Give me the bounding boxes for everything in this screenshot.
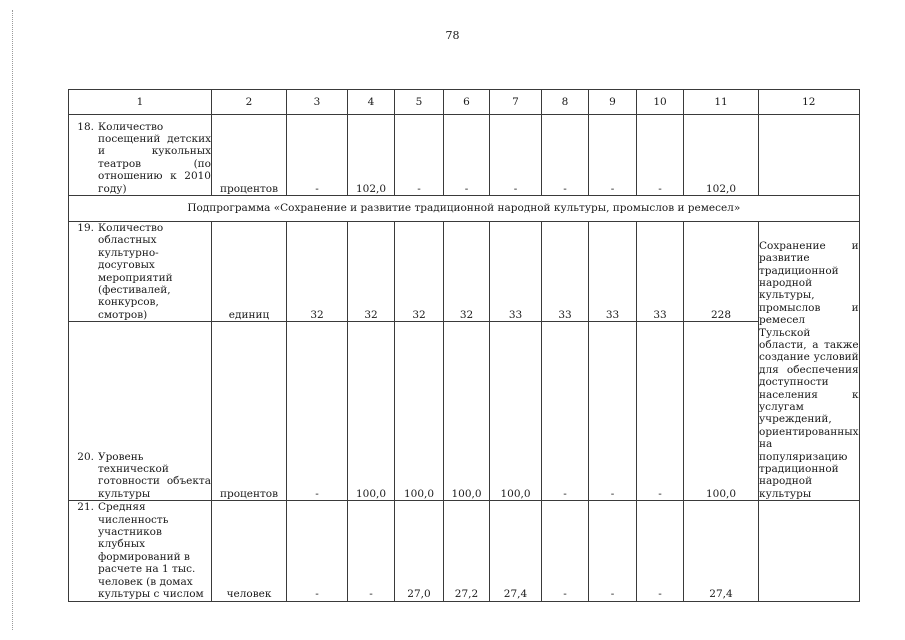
- subprogram-title: Подпрограмма «Сохранение и развитие традиционной народной культуры, промыслов и ремесел»: [69, 196, 860, 222]
- row-number: 18.: [77, 120, 94, 133]
- indicator-name-cell: [69, 222, 212, 322]
- value-cell: -: [589, 322, 637, 501]
- value-cell: 27,0: [395, 501, 444, 601]
- value-cell: 102,0: [348, 115, 395, 196]
- header-cell: 2: [212, 90, 287, 115]
- unit-cell: процентов: [212, 115, 287, 196]
- value-cell: 32: [348, 222, 395, 322]
- header-cell: 10: [637, 90, 684, 115]
- subprogram-row: [69, 196, 860, 222]
- value-cell: 228: [684, 222, 759, 322]
- row-number: 21.: [77, 501, 94, 514]
- value-cell: -: [395, 115, 444, 196]
- table-row-19: [69, 222, 860, 322]
- value-cell: -: [637, 501, 684, 601]
- value-cell: 33: [542, 222, 589, 322]
- value-cell: 27,4: [684, 501, 759, 601]
- value-cell: -: [589, 501, 637, 601]
- value-cell: 27,2: [444, 501, 490, 601]
- indicator-name-cell: [69, 115, 212, 196]
- value-cell: -: [637, 322, 684, 501]
- value-cell: -: [542, 322, 589, 501]
- value-cell: 33: [637, 222, 684, 322]
- value-cell: -: [589, 115, 637, 196]
- value-cell: 33: [490, 222, 542, 322]
- value-cell: -: [287, 322, 348, 501]
- margin-dotted-line: [12, 10, 14, 630]
- value-cell: -: [542, 501, 589, 601]
- table-row-18: [69, 115, 860, 196]
- row-number: 20.: [77, 450, 94, 463]
- page-number: 78: [445, 29, 460, 42]
- unit-cell: единиц: [212, 222, 287, 322]
- value-cell: 100,0: [395, 322, 444, 501]
- indicator-table: [68, 89, 860, 602]
- value-cell: -: [542, 115, 589, 196]
- value-cell: 32: [287, 222, 348, 322]
- header-cell: 6: [444, 90, 490, 115]
- header-cell: 3: [287, 90, 348, 115]
- value-cell: 27,4: [490, 501, 542, 601]
- value-cell: 32: [444, 222, 490, 322]
- header-cell: 4: [348, 90, 395, 115]
- value-cell: 32: [395, 222, 444, 322]
- header-cell: 12: [759, 90, 860, 115]
- table-row-21: [69, 501, 860, 601]
- unit-cell: человек: [212, 501, 287, 601]
- value-cell: 100,0: [684, 322, 759, 501]
- value-cell: -: [490, 115, 542, 196]
- value-cell: -: [348, 501, 395, 601]
- value-cell: -: [637, 115, 684, 196]
- indicator-name: Средняя численность участников клубных формирований в расчете на 1 тыс. человек (в домах культуры с числом: [98, 501, 204, 601]
- value-cell: 100,0: [348, 322, 395, 501]
- indicator-name: Количество областных культурно-досуговых мероприятий (фестивалей, конкурсов, смотров): [98, 222, 173, 321]
- value-cell: 33: [589, 222, 637, 322]
- indicator-name: Уровень технической готовности объекта культуры: [98, 450, 211, 500]
- indicator-name-cell: [69, 501, 212, 601]
- header-cell: 7: [490, 90, 542, 115]
- header-cell: 11: [684, 90, 759, 115]
- value-cell: -: [287, 115, 348, 196]
- row-number: 19.: [77, 222, 94, 234]
- value-cell: -: [444, 115, 490, 196]
- header-cell: 9: [589, 90, 637, 115]
- header-row: [69, 90, 860, 115]
- note-cell: Сохранение и развитие традиционной народной культуры, промыслов и ремесел Тульской области, а также создание условий для обеспечения доступности населения к услугам учреждений, ориентированных на популяризацию традиционной народной культуры: [759, 222, 860, 501]
- note-cell: [759, 501, 860, 601]
- indicator-name: Количество посещений детских и кукольных театров (по отношению к 2010 году): [98, 120, 211, 195]
- header-cell: 8: [542, 90, 589, 115]
- value-cell: 100,0: [490, 322, 542, 501]
- header-cell: 5: [395, 90, 444, 115]
- value-cell: 102,0: [684, 115, 759, 196]
- value-cell: -: [287, 501, 348, 601]
- indicator-name-cell: [69, 322, 212, 501]
- value-cell: 100,0: [444, 322, 490, 501]
- unit-cell: процентов: [212, 322, 287, 501]
- header-cell: 1: [69, 90, 212, 115]
- note-cell: [759, 115, 860, 196]
- table-row-20: [69, 322, 860, 501]
